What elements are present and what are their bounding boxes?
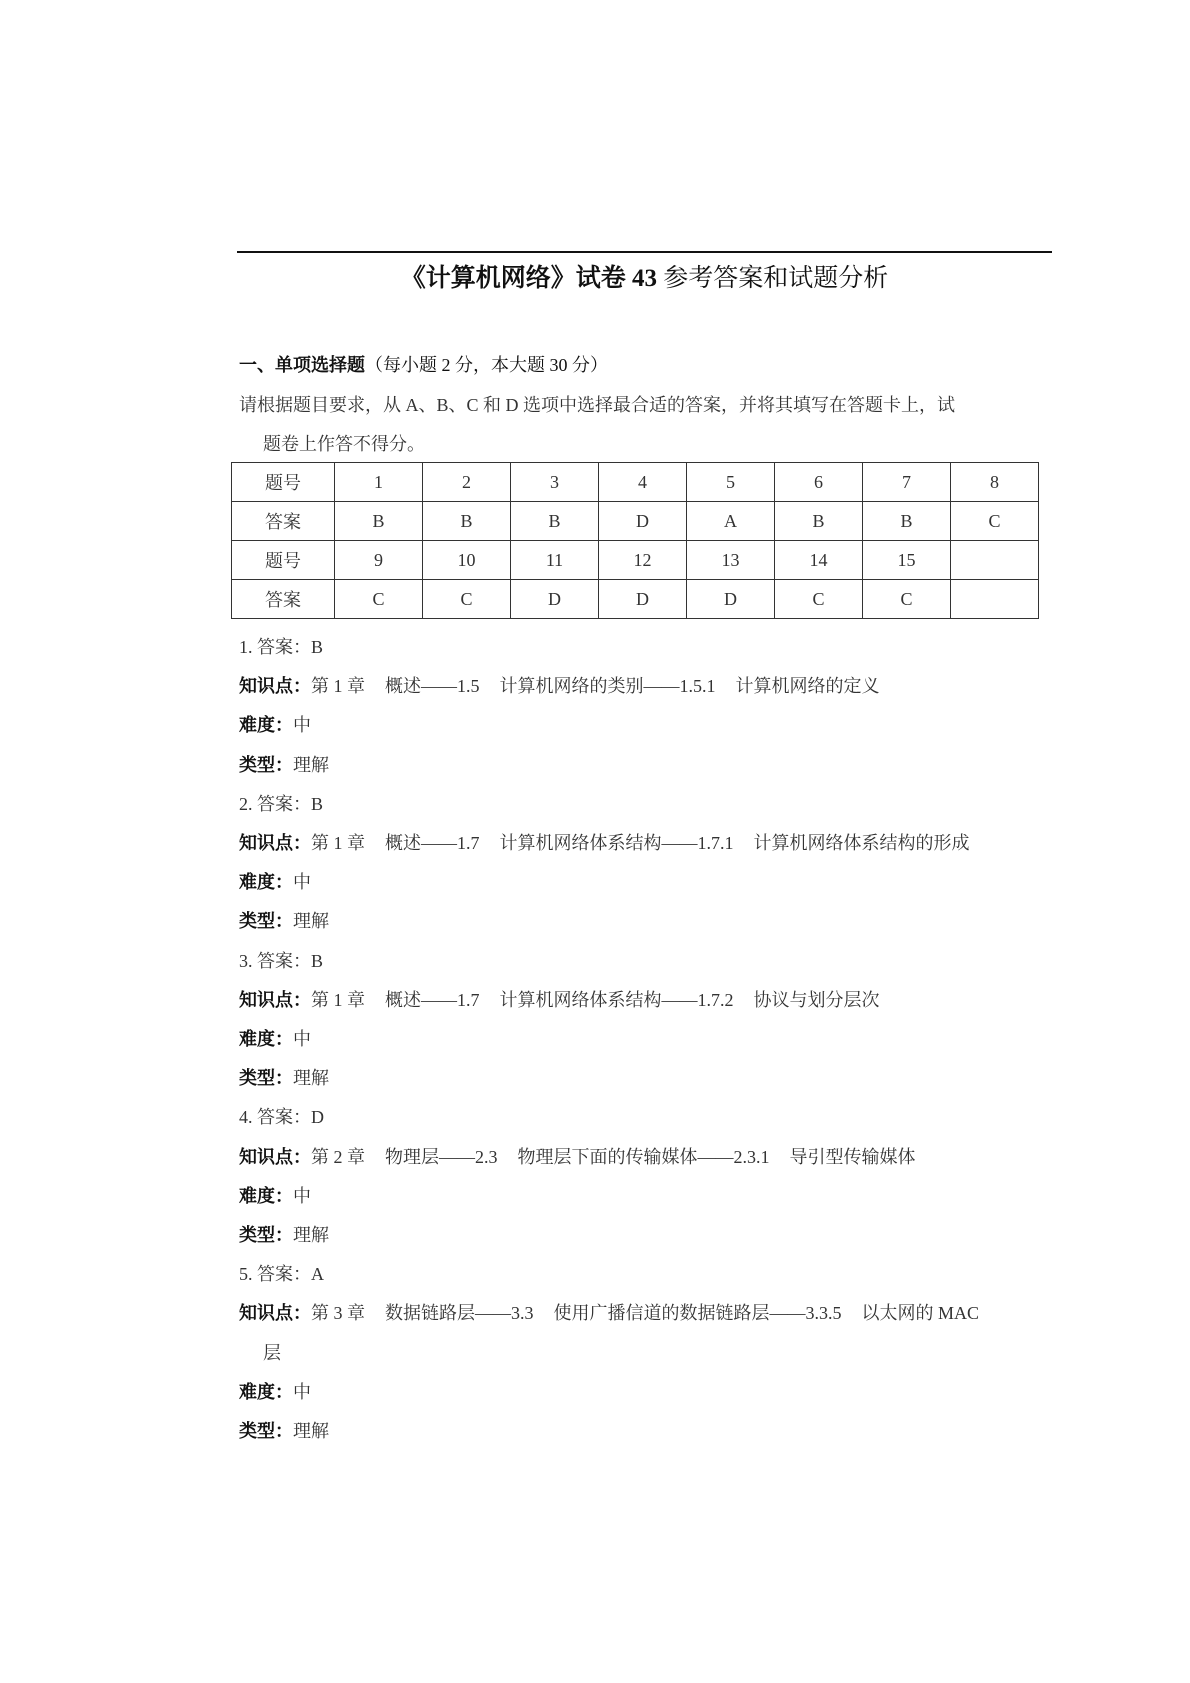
answer-table-row-label: 题号 bbox=[232, 541, 335, 580]
type-line bbox=[239, 1059, 1059, 1098]
knowledge-point-line bbox=[239, 981, 1059, 1020]
difficulty-line bbox=[239, 1177, 1059, 1216]
knowledge-point-continuation: 层 bbox=[263, 1342, 281, 1363]
answer-table-cell: 2 bbox=[423, 463, 511, 502]
section-heading bbox=[239, 352, 608, 378]
type-value: 理解 bbox=[293, 1225, 329, 1246]
answer-table-cell bbox=[951, 541, 1039, 580]
knowledge-point-part: 使用广播信道的数据链路层——3.3.5 bbox=[553, 1303, 842, 1324]
knowledge-point-part: 物理层下面的传输媒体——2.3.1 bbox=[517, 1146, 770, 1167]
type-line bbox=[239, 746, 1059, 785]
title-bold: 《计算机网络》试卷 43 bbox=[400, 265, 657, 292]
knowledge-point-part: 以太网的 MAC bbox=[861, 1303, 980, 1324]
answer-table-row bbox=[232, 463, 1039, 502]
question-analysis-item bbox=[239, 942, 1059, 1099]
answer-table-cell: D bbox=[511, 580, 599, 619]
answer-table-cell: 1 bbox=[335, 463, 423, 502]
knowledge-point-part: 计算机网络体系结构——1.7.1 bbox=[499, 833, 734, 854]
knowledge-point-part: 概述——1.7 bbox=[385, 833, 480, 854]
type-value: 理解 bbox=[293, 1068, 329, 1089]
answer-table-row-label: 答案 bbox=[232, 580, 335, 619]
instruction-line-1: 请根据题目要求，从 A、B、C 和 D 选项中选择最合适的答案，并将其填写在答题卡上，试 bbox=[239, 395, 956, 415]
answer-table bbox=[231, 462, 1039, 619]
answer-table-cell: D bbox=[599, 580, 687, 619]
answer-table-row bbox=[232, 541, 1039, 580]
answer-line: 1. 答案：B bbox=[239, 637, 324, 657]
answer-table-cell: A bbox=[687, 502, 775, 541]
answer-table-cell: 12 bbox=[599, 541, 687, 580]
answer-table-cell: 15 bbox=[863, 541, 951, 580]
difficulty-value: 中 bbox=[293, 1381, 311, 1402]
answer-table-cell bbox=[951, 580, 1039, 619]
type-value: 理解 bbox=[293, 1421, 329, 1442]
section-heading-rest: （每小题 2 分，本大题 30 分） bbox=[365, 355, 608, 375]
knowledge-point-part: 概述——1.5 bbox=[385, 676, 480, 697]
difficulty-value: 中 bbox=[293, 1185, 311, 1206]
knowledge-point-part: 概述——1.7 bbox=[385, 989, 480, 1010]
answer-table-cell: 4 bbox=[599, 463, 687, 502]
type-value: 理解 bbox=[293, 754, 329, 775]
instruction-line-2: 题卷上作答不得分。 bbox=[263, 434, 425, 454]
type-label: 类型： bbox=[239, 1068, 293, 1089]
question-analysis-item bbox=[239, 628, 1059, 785]
knowledge-point-line bbox=[239, 824, 1059, 863]
difficulty-label: 难度： bbox=[239, 715, 293, 736]
header-rule bbox=[237, 251, 1052, 253]
knowledge-point-part: 第 1 章 bbox=[311, 676, 365, 697]
question-analysis-list bbox=[239, 628, 1059, 1451]
knowledge-point-part: 第 1 章 bbox=[311, 989, 365, 1010]
knowledge-point-label: 知识点： bbox=[239, 1146, 311, 1167]
page-title bbox=[237, 262, 1052, 296]
knowledge-point-part: 计算机网络体系结构的形成 bbox=[753, 833, 970, 854]
answer-table-row-label: 题号 bbox=[232, 463, 335, 502]
answer-table-cell: 5 bbox=[687, 463, 775, 502]
answer-table-cell: B bbox=[335, 502, 423, 541]
answer-table-cell: 10 bbox=[423, 541, 511, 580]
answer-table-cell: D bbox=[687, 580, 775, 619]
answer-table-cell: 14 bbox=[775, 541, 863, 580]
answer-table-cell: D bbox=[599, 502, 687, 541]
knowledge-point-line bbox=[239, 667, 1059, 706]
type-label: 类型： bbox=[239, 1225, 293, 1246]
difficulty-label: 难度： bbox=[239, 1185, 293, 1206]
type-line bbox=[239, 902, 1059, 941]
answer-table-cell: 7 bbox=[863, 463, 951, 502]
answer-table-cell: 9 bbox=[335, 541, 423, 580]
knowledge-point-part: 导引型传输媒体 bbox=[789, 1146, 916, 1167]
type-label: 类型： bbox=[239, 754, 293, 775]
knowledge-point-part: 计算机网络的定义 bbox=[735, 676, 880, 697]
difficulty-line bbox=[239, 863, 1059, 902]
knowledge-point-part: 物理层——2.3 bbox=[385, 1146, 498, 1167]
knowledge-point-part: 数据链路层——3.3 bbox=[385, 1303, 534, 1324]
answer-table-cell: B bbox=[863, 502, 951, 541]
answer-line: 3. 答案：B bbox=[239, 950, 324, 971]
knowledge-point-part: 协议与划分层次 bbox=[753, 989, 880, 1010]
answer-table-cell: C bbox=[951, 502, 1039, 541]
answer-line: 4. 答案：D bbox=[239, 1107, 324, 1128]
question-analysis-item bbox=[239, 1098, 1059, 1255]
type-value: 理解 bbox=[293, 911, 329, 932]
difficulty-label: 难度： bbox=[239, 1029, 293, 1050]
difficulty-label: 难度： bbox=[239, 1381, 293, 1402]
answer-table-cell: C bbox=[335, 580, 423, 619]
knowledge-point-label: 知识点： bbox=[239, 989, 311, 1010]
answer-table-cell: 13 bbox=[687, 541, 775, 580]
knowledge-point-part: 计算机网络体系结构——1.7.2 bbox=[499, 989, 734, 1010]
question-analysis-item bbox=[239, 785, 1059, 942]
answer-table-cell: C bbox=[423, 580, 511, 619]
answer-table-cell: 3 bbox=[511, 463, 599, 502]
knowledge-point-line bbox=[239, 1138, 1059, 1177]
answer-table-row bbox=[232, 502, 1039, 541]
difficulty-label: 难度： bbox=[239, 872, 293, 893]
difficulty-value: 中 bbox=[293, 872, 311, 893]
answer-table-row-label: 答案 bbox=[232, 502, 335, 541]
knowledge-point-part: 计算机网络的类别——1.5.1 bbox=[499, 676, 716, 697]
difficulty-value: 中 bbox=[293, 715, 311, 736]
type-label: 类型： bbox=[239, 1421, 293, 1442]
answer-table-cell: C bbox=[863, 580, 951, 619]
type-line bbox=[239, 1412, 1059, 1451]
answer-table-cell: 6 bbox=[775, 463, 863, 502]
section-heading-bold: 一、单项选择题 bbox=[239, 355, 365, 375]
knowledge-point-label: 知识点： bbox=[239, 1303, 311, 1324]
knowledge-point-part: 第 1 章 bbox=[311, 833, 365, 854]
answer-table-cell: B bbox=[511, 502, 599, 541]
answer-table-cell: B bbox=[775, 502, 863, 541]
difficulty-line bbox=[239, 706, 1059, 745]
difficulty-value: 中 bbox=[293, 1029, 311, 1050]
answer-table-cell: B bbox=[423, 502, 511, 541]
answer-table-cell: 11 bbox=[511, 541, 599, 580]
answer-table-row bbox=[232, 580, 1039, 619]
difficulty-line bbox=[239, 1373, 1059, 1412]
question-analysis-item bbox=[239, 1255, 1059, 1451]
answer-line: 5. 答案：A bbox=[239, 1264, 324, 1285]
title-rest: 参考答案和试题分析 bbox=[657, 265, 889, 292]
knowledge-point-line bbox=[239, 1294, 1059, 1333]
answer-line: 2. 答案：B bbox=[239, 793, 324, 814]
type-line bbox=[239, 1216, 1059, 1255]
answer-table-cell: 8 bbox=[951, 463, 1039, 502]
knowledge-point-label: 知识点： bbox=[239, 833, 311, 854]
knowledge-point-part: 第 3 章 bbox=[311, 1303, 365, 1324]
difficulty-line bbox=[239, 1020, 1059, 1059]
knowledge-point-part: 第 2 章 bbox=[311, 1146, 365, 1167]
knowledge-point-label: 知识点： bbox=[239, 676, 311, 697]
type-label: 类型： bbox=[239, 911, 293, 932]
answer-table-cell: C bbox=[775, 580, 863, 619]
